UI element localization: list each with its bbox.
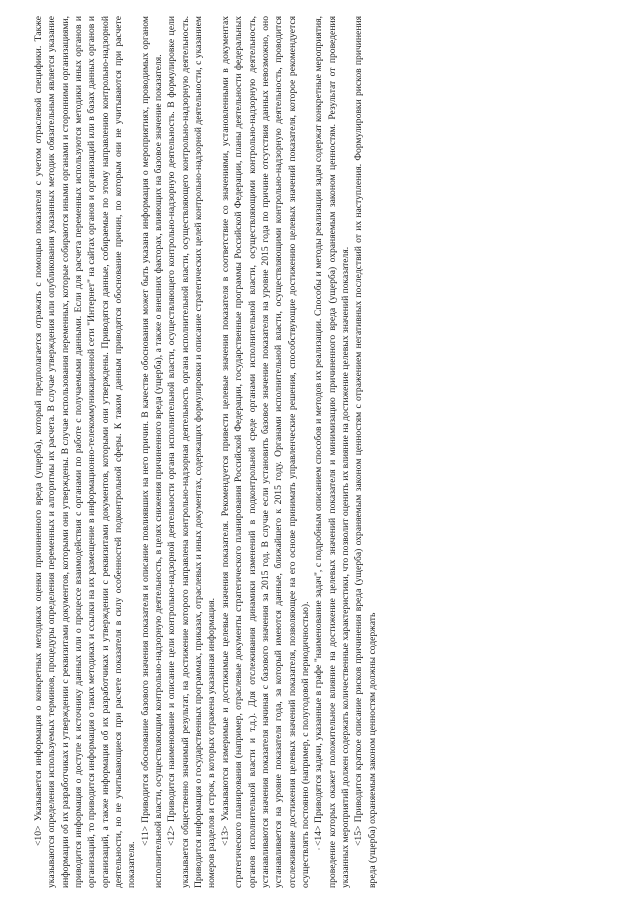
scan-artifact [318,848,320,850]
rotated-text-block [32,16,632,888]
footnote-13: <13> Указываются измеримые и достижимые целевые значения показателя. Рекомендуется привести целевые значения показателя в соответствие со значениями, установленными в документах стратегического планирования (например, отраслевые документы стратегического планирования Российской Федерации, государственные программы Российской Федерации, планы деятельности федеральных органов исполнительной власти и т.д.). Для отслеживания динамики изменений в подконтрольной среде органами исполнительной власти, осуществляющими контрольно-надзорную деятельность, устанавливаются значения показателя начиная с базового значения за 2015 год. В случае если установить базовое значение показателя на уровне 2015 года по причине отсутствия данных невозможно, оно устанавливается на уровне показателя года, за который имеются данные, ближайшего к 2015 году. Органами исполнительной власти, осуществляющими контрольно-надзорную деятельность, проводится отслеживание достижения целевых значений показателя, позволяющее на его основе принимать управленческие решения, способствующие достижению целевых значений показателя, которое рекомендуется осуществлять постоянно (например, с полугодовой периодичностью). [219,16,311,888]
footnote-14: <14> Приводятся задачи, указанные в графе "наименование задач", с подробным описанием способов и методов их реализации. Способы и методы реализации задач содержат конкретные мероприятия, проведение которых окажет положительное влияние на достижение целевых значений показателя и минимизацию причиненного вреда (ущерба) охраняемым законом ценностям. Результат от проведения указанных мероприятий должен содержать количественные характеристики, что позволит оценить их влияние на достижение целевых значений показателя. [313,16,351,888]
footnote-10: <10> Указывается информация о конкретных методиках оценки причиненного вреда (ущерба), который предполагается отражать с помощью показателя с учетом отраслевой специфики. Также указываются определения используемых терминов, процедуры определения переменных и алгоритмы их расчета. В случае утверждения или опубликования указанных методик обязательным является указание информации об их разработчиках и утверждении с реквизитами документов, которыми они утверждены. В случае использования переменных, которые собираются иными органами и сторонними организациями, приводится информация о доступе к источнику данных или о процессе взаимодействия с органами по работе с получаемыми данными. Если для расчета переменных используются методики иных органов и организаций, то приводится информация о таких методиках и ссылки на их размещение в информационно-телекоммуникационной сети "Интернет" на сайтах органов и организаций или в базах данных органов и организаций, а также информация об их разработчиках и утверждении с реквизитами документов, которыми они утверждены. Приводятся данные, собираемые по этому направлению контрольно-надзорной деятельности, но не учитывающиеся при расчете показателя в силу особенностей подконтрольной сферы. К таким данным приводятся обоснование причин, по которым они не учитываются при расчете показателя. [33,16,138,888]
footnote-12: <12> Приводится наименование и описание цели контрольно-надзорной деятельности органа исполнительной власти, осуществляющего контрольно-надзорную деятельность. В формулировке цели указывается общественно значимый результат, на достижение которого направлена контрольно-надзорная деятельность органа исполнительной власти, осуществляющего контрольно-надзорную деятельность. Приводится информация о государственных программах, приказах, отраслевых и иных документах, содержащих формулировки и описание стратегических целей контрольно-надзорной деятельности, с указанием номеров разделов и строк, в которых отражена указанная информация. [166,16,218,888]
footnote-11: <11> Приводится обоснование базового значения показателя и описание повлиявших на него причин. В качестве обоснования может быть указана информация о мероприятиях, проводимых органом исполнительной власти, осуществляющим контрольно-надзорную деятельность, в целях снижения причиненного вреда (ущерба), а также о внешних факторах, влияющих на базовое значение показателя. [139,16,165,888]
footnote-15: <15> Приводится краткое описание рисков причинения вреда (ущерба) охраняемым законом ценностям с отражением негативных последствий от их наступления. Формулировки рисков причинения вреда (ущерба) охраняемым законом ценностям должны содержать [353,16,378,888]
